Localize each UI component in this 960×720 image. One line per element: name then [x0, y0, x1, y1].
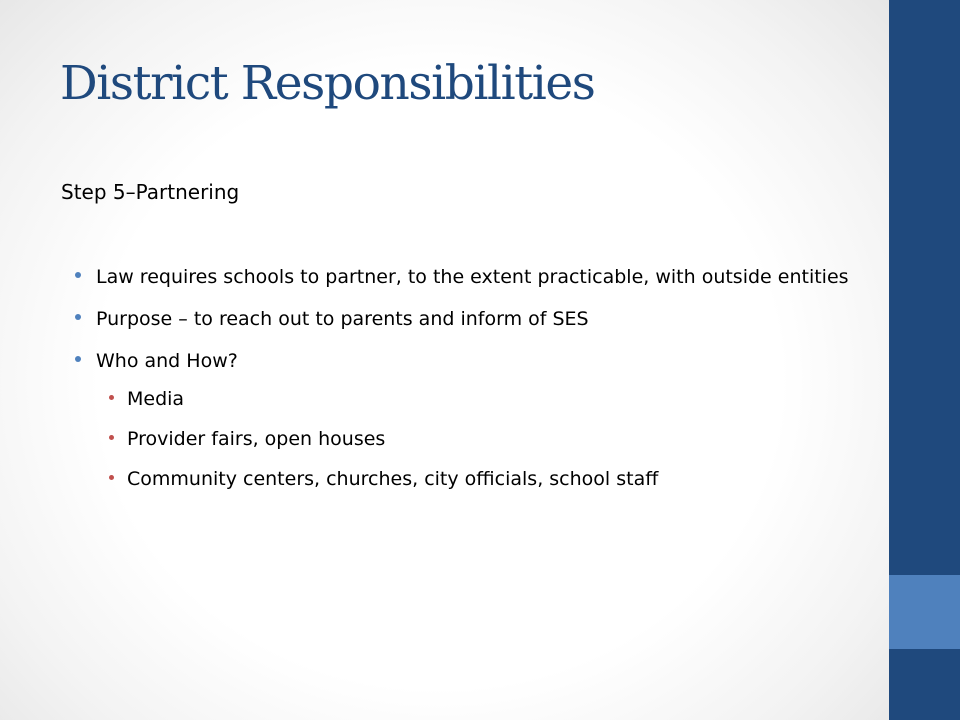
- bullet-dot-icon: [75, 314, 81, 320]
- sub-bullet-item: [103, 384, 860, 414]
- bullet-item: [70, 304, 860, 334]
- sub-bullet-item: [103, 424, 860, 454]
- sub-bullet-dot-icon: [109, 435, 114, 440]
- slide-title: District Responsibilities: [60, 56, 595, 111]
- bullet-text: Law requires schools to partner, to the extent practicable, with outside entities: [96, 266, 849, 288]
- sub-bullet-dot-icon: [109, 475, 114, 480]
- bullet-dot-icon: [75, 272, 81, 278]
- bullet-item: [70, 262, 860, 292]
- bullet-text: Who and How?: [96, 350, 238, 372]
- sub-bullet-item: [103, 464, 860, 494]
- sub-bullet-dot-icon: [109, 395, 114, 400]
- side-bar-accent: [889, 575, 960, 649]
- sub-bullet-text: Media: [127, 388, 185, 410]
- sub-bullet-text: Provider fairs, open houses: [127, 428, 386, 450]
- bullet-list: [70, 262, 860, 504]
- bullet-item: [70, 346, 860, 376]
- bullet-text: Purpose – to reach out to parents and inform of SES: [96, 308, 589, 330]
- slide-subtitle: Step 5–Partnering: [61, 180, 240, 204]
- sub-bullet-text: Community centers, churches, city officials, school staff: [127, 468, 659, 490]
- bullet-dot-icon: [75, 356, 81, 362]
